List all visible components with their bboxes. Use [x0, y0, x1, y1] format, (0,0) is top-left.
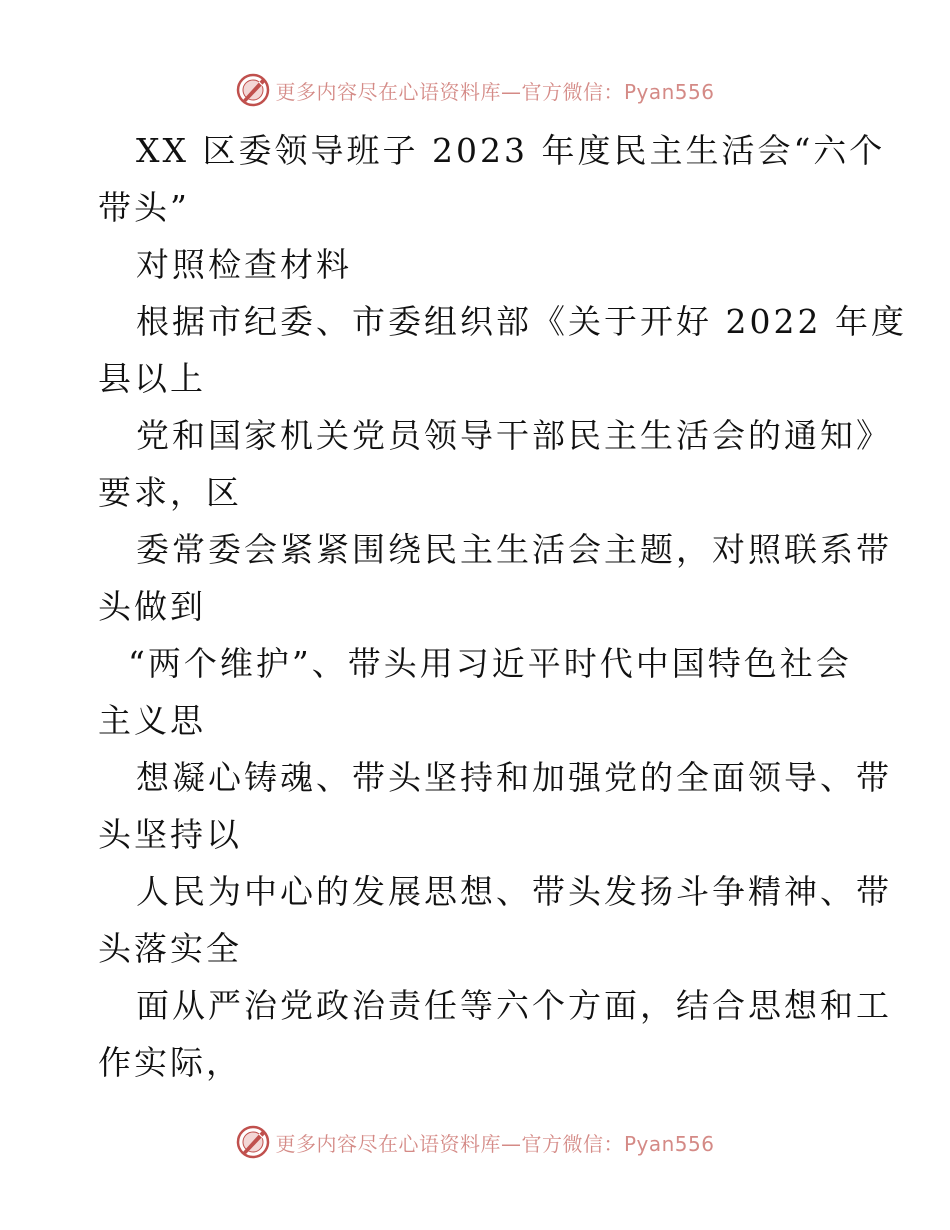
quill-logo-icon	[235, 1124, 271, 1160]
paragraph-line: 委常委会紧紧围绕民主生活会主题，对照联系带	[136, 530, 892, 569]
title-line-1: XX 区委领导班子 2023 年度民主生活会“六个	[136, 131, 886, 170]
paragraph-line: 根据市纪委、市委组织部《关于开好 2022 年度	[136, 302, 907, 341]
paragraph-line: “两个维护”、带头用习近平时代中国特色社会	[128, 644, 852, 683]
paragraph-line: 人民为中心的发展思想、带头发扬斗争精神、带	[136, 872, 892, 911]
title-line-2: 带头”	[98, 188, 190, 227]
paragraph-line: 党和国家机关党员领导干部民主生活会的通知》	[136, 416, 892, 455]
header-watermark	[0, 70, 950, 110]
paragraph-line: 主义思	[98, 701, 206, 740]
paragraph-line: 头做到	[98, 587, 206, 626]
paragraph-line: 头落实全	[98, 929, 242, 968]
quill-logo-icon	[235, 72, 271, 108]
paragraph-line: 头坚持以	[98, 815, 242, 854]
document-body	[98, 122, 907, 1091]
paragraph-line: 作实际，	[98, 1043, 242, 1082]
subtitle-line: 对照检查材料	[136, 245, 352, 284]
footer-watermark	[0, 1122, 950, 1162]
paragraph-line: 县以上	[98, 359, 206, 398]
watermark-text: 更多内容尽在心语资料库—官方微信：Pyan556	[275, 79, 715, 104]
paragraph-line: 想凝心铸魂、带头坚持和加强党的全面领导、带	[136, 758, 892, 797]
paragraph-line: 要求，区	[98, 473, 242, 512]
paragraph-line: 面从严治党政治责任等六个方面，结合思想和工	[136, 986, 892, 1025]
watermark-text: 更多内容尽在心语资料库—官方微信：Pyan556	[275, 1131, 715, 1156]
